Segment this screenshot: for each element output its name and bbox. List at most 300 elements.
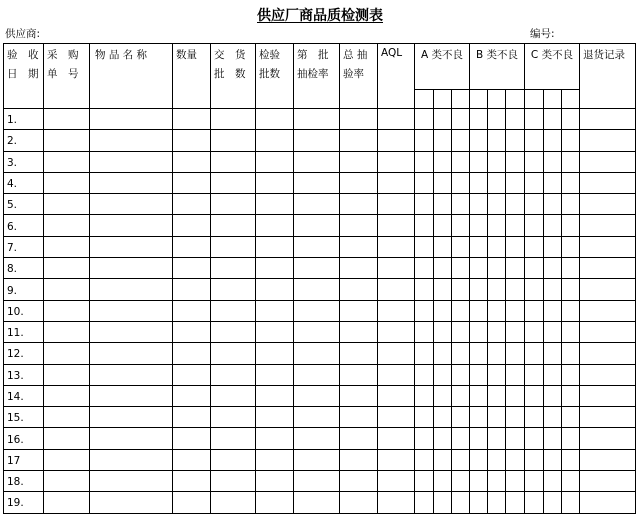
- table-cell[interactable]: [562, 172, 580, 193]
- table-cell[interactable]: [340, 343, 378, 364]
- table-cell[interactable]: [580, 300, 636, 321]
- table-cell[interactable]: [415, 300, 434, 321]
- table-cell[interactable]: [294, 364, 340, 385]
- table-cell[interactable]: [580, 492, 636, 513]
- table-cell[interactable]: [90, 343, 173, 364]
- table-cell[interactable]: [544, 471, 562, 492]
- table-cell[interactable]: [434, 258, 452, 279]
- table-cell[interactable]: [470, 215, 488, 236]
- table-cell[interactable]: [434, 364, 452, 385]
- table-cell[interactable]: [378, 449, 415, 470]
- table-cell[interactable]: [211, 258, 256, 279]
- table-cell[interactable]: [173, 109, 211, 130]
- table-cell[interactable]: [340, 258, 378, 279]
- table-cell[interactable]: [256, 109, 294, 130]
- table-cell[interactable]: [506, 194, 525, 215]
- table-cell[interactable]: [378, 172, 415, 193]
- table-cell[interactable]: [525, 130, 544, 151]
- table-cell[interactable]: [544, 385, 562, 406]
- table-cell[interactable]: [525, 428, 544, 449]
- table-cell[interactable]: [544, 300, 562, 321]
- table-cell[interactable]: [488, 279, 506, 300]
- table-cell[interactable]: [340, 194, 378, 215]
- table-cell[interactable]: [506, 258, 525, 279]
- table-cell[interactable]: [44, 130, 90, 151]
- table-cell[interactable]: [415, 215, 434, 236]
- table-cell[interactable]: [378, 279, 415, 300]
- table-cell[interactable]: [470, 109, 488, 130]
- table-cell[interactable]: [580, 364, 636, 385]
- table-cell[interactable]: [580, 321, 636, 342]
- table-cell[interactable]: [562, 130, 580, 151]
- table-cell[interactable]: [488, 109, 506, 130]
- table-cell[interactable]: [256, 215, 294, 236]
- table-cell[interactable]: [256, 258, 294, 279]
- table-cell[interactable]: [211, 130, 256, 151]
- table-cell[interactable]: [562, 492, 580, 513]
- table-cell[interactable]: [452, 385, 470, 406]
- table-cell[interactable]: [173, 151, 211, 172]
- table-cell[interactable]: [90, 471, 173, 492]
- table-cell[interactable]: [562, 151, 580, 172]
- table-cell[interactable]: [506, 236, 525, 257]
- table-cell[interactable]: [378, 300, 415, 321]
- table-cell[interactable]: [525, 194, 544, 215]
- table-cell[interactable]: [434, 130, 452, 151]
- table-cell[interactable]: [256, 300, 294, 321]
- table-cell[interactable]: [256, 364, 294, 385]
- table-cell[interactable]: [90, 385, 173, 406]
- table-cell[interactable]: [378, 109, 415, 130]
- table-cell[interactable]: [562, 194, 580, 215]
- table-cell[interactable]: [173, 130, 211, 151]
- table-cell[interactable]: [580, 279, 636, 300]
- table-cell[interactable]: [90, 151, 173, 172]
- table-cell[interactable]: [294, 258, 340, 279]
- table-cell[interactable]: [90, 236, 173, 257]
- table-cell[interactable]: [506, 407, 525, 428]
- table-cell[interactable]: [294, 236, 340, 257]
- table-cell[interactable]: [544, 492, 562, 513]
- table-cell[interactable]: [173, 385, 211, 406]
- table-cell[interactable]: [211, 407, 256, 428]
- table-cell[interactable]: [580, 428, 636, 449]
- table-cell[interactable]: [44, 258, 90, 279]
- table-cell[interactable]: [173, 258, 211, 279]
- table-cell[interactable]: [415, 151, 434, 172]
- table-cell[interactable]: [434, 385, 452, 406]
- table-cell[interactable]: [256, 236, 294, 257]
- table-cell[interactable]: [378, 215, 415, 236]
- table-cell[interactable]: [434, 279, 452, 300]
- table-cell[interactable]: [506, 449, 525, 470]
- table-cell[interactable]: [90, 321, 173, 342]
- table-cell[interactable]: [415, 258, 434, 279]
- table-cell[interactable]: [488, 428, 506, 449]
- table-cell[interactable]: [470, 407, 488, 428]
- table-cell[interactable]: [44, 385, 90, 406]
- table-cell[interactable]: [378, 258, 415, 279]
- table-cell[interactable]: [434, 172, 452, 193]
- table-cell[interactable]: [173, 215, 211, 236]
- table-cell[interactable]: [470, 364, 488, 385]
- table-cell[interactable]: [173, 492, 211, 513]
- table-cell[interactable]: [340, 449, 378, 470]
- table-cell[interactable]: [173, 407, 211, 428]
- table-cell[interactable]: [544, 407, 562, 428]
- table-cell[interactable]: [525, 300, 544, 321]
- table-cell[interactable]: [44, 300, 90, 321]
- table-cell[interactable]: [434, 343, 452, 364]
- table-cell[interactable]: [544, 130, 562, 151]
- table-cell[interactable]: [211, 194, 256, 215]
- table-cell[interactable]: [544, 321, 562, 342]
- table-cell[interactable]: [452, 130, 470, 151]
- table-cell[interactable]: [378, 428, 415, 449]
- table-cell[interactable]: [488, 492, 506, 513]
- table-cell[interactable]: [173, 172, 211, 193]
- table-cell[interactable]: [488, 172, 506, 193]
- table-cell[interactable]: [415, 109, 434, 130]
- table-cell[interactable]: [525, 407, 544, 428]
- table-cell[interactable]: [525, 236, 544, 257]
- table-cell[interactable]: [256, 428, 294, 449]
- table-cell[interactable]: [452, 364, 470, 385]
- table-cell[interactable]: [452, 471, 470, 492]
- table-cell[interactable]: [544, 172, 562, 193]
- table-cell[interactable]: [544, 151, 562, 172]
- table-cell[interactable]: [211, 151, 256, 172]
- table-cell[interactable]: [340, 407, 378, 428]
- table-cell[interactable]: [173, 236, 211, 257]
- table-cell[interactable]: [340, 236, 378, 257]
- table-cell[interactable]: [525, 258, 544, 279]
- table-cell[interactable]: [580, 109, 636, 130]
- table-cell[interactable]: [294, 172, 340, 193]
- table-cell[interactable]: [525, 279, 544, 300]
- table-cell[interactable]: [580, 236, 636, 257]
- table-cell[interactable]: [415, 279, 434, 300]
- table-cell[interactable]: [488, 471, 506, 492]
- table-cell[interactable]: [580, 130, 636, 151]
- table-cell[interactable]: [562, 407, 580, 428]
- table-cell[interactable]: [488, 130, 506, 151]
- table-cell[interactable]: [340, 215, 378, 236]
- table-cell[interactable]: [378, 343, 415, 364]
- table-cell[interactable]: [544, 343, 562, 364]
- table-cell[interactable]: [256, 407, 294, 428]
- table-cell[interactable]: [470, 343, 488, 364]
- table-cell[interactable]: [256, 385, 294, 406]
- table-cell[interactable]: [173, 321, 211, 342]
- table-cell[interactable]: [173, 364, 211, 385]
- table-cell[interactable]: [294, 471, 340, 492]
- table-cell[interactable]: [434, 492, 452, 513]
- table-cell[interactable]: [544, 258, 562, 279]
- table-cell[interactable]: [44, 471, 90, 492]
- table-cell[interactable]: [580, 343, 636, 364]
- table-cell[interactable]: [378, 194, 415, 215]
- table-cell[interactable]: [488, 236, 506, 257]
- table-cell[interactable]: [173, 194, 211, 215]
- table-cell[interactable]: [544, 428, 562, 449]
- table-cell[interactable]: [378, 364, 415, 385]
- table-cell[interactable]: [211, 385, 256, 406]
- table-cell[interactable]: [452, 194, 470, 215]
- table-cell[interactable]: [294, 343, 340, 364]
- table-cell[interactable]: [525, 471, 544, 492]
- table-cell[interactable]: [211, 300, 256, 321]
- table-cell[interactable]: [525, 215, 544, 236]
- table-cell[interactable]: [378, 151, 415, 172]
- table-cell[interactable]: [211, 321, 256, 342]
- table-cell[interactable]: [173, 471, 211, 492]
- table-cell[interactable]: [562, 258, 580, 279]
- table-cell[interactable]: [340, 172, 378, 193]
- table-cell[interactable]: [415, 449, 434, 470]
- table-cell[interactable]: [173, 343, 211, 364]
- table-cell[interactable]: [525, 321, 544, 342]
- table-cell[interactable]: [211, 343, 256, 364]
- table-cell[interactable]: [340, 109, 378, 130]
- table-cell[interactable]: [90, 449, 173, 470]
- table-cell[interactable]: [434, 109, 452, 130]
- table-cell[interactable]: [90, 300, 173, 321]
- table-cell[interactable]: [562, 449, 580, 470]
- table-cell[interactable]: [580, 385, 636, 406]
- table-cell[interactable]: [580, 449, 636, 470]
- table-cell[interactable]: [44, 407, 90, 428]
- table-cell[interactable]: [294, 321, 340, 342]
- table-cell[interactable]: [294, 300, 340, 321]
- table-cell[interactable]: [378, 130, 415, 151]
- table-cell[interactable]: [434, 194, 452, 215]
- table-cell[interactable]: [562, 109, 580, 130]
- table-cell[interactable]: [90, 364, 173, 385]
- table-cell[interactable]: [211, 236, 256, 257]
- table-cell[interactable]: [434, 300, 452, 321]
- table-cell[interactable]: [415, 130, 434, 151]
- table-cell[interactable]: [506, 151, 525, 172]
- table-cell[interactable]: [525, 385, 544, 406]
- table-cell[interactable]: [256, 172, 294, 193]
- table-cell[interactable]: [562, 385, 580, 406]
- table-cell[interactable]: [470, 172, 488, 193]
- table-cell[interactable]: [470, 194, 488, 215]
- table-cell[interactable]: [562, 279, 580, 300]
- table-cell[interactable]: [470, 151, 488, 172]
- table-cell[interactable]: [415, 321, 434, 342]
- table-cell[interactable]: [470, 449, 488, 470]
- table-cell[interactable]: [294, 449, 340, 470]
- table-cell[interactable]: [562, 300, 580, 321]
- table-cell[interactable]: [580, 258, 636, 279]
- table-cell[interactable]: [173, 449, 211, 470]
- table-cell[interactable]: [488, 385, 506, 406]
- table-cell[interactable]: [470, 300, 488, 321]
- table-cell[interactable]: [211, 279, 256, 300]
- table-cell[interactable]: [488, 407, 506, 428]
- table-cell[interactable]: [90, 428, 173, 449]
- table-cell[interactable]: [340, 428, 378, 449]
- table-cell[interactable]: [90, 407, 173, 428]
- table-cell[interactable]: [173, 428, 211, 449]
- table-cell[interactable]: [452, 109, 470, 130]
- table-cell[interactable]: [506, 109, 525, 130]
- table-cell[interactable]: [562, 343, 580, 364]
- table-cell[interactable]: [173, 300, 211, 321]
- table-cell[interactable]: [90, 130, 173, 151]
- table-cell[interactable]: [506, 471, 525, 492]
- table-cell[interactable]: [44, 279, 90, 300]
- table-cell[interactable]: [90, 492, 173, 513]
- table-cell[interactable]: [415, 236, 434, 257]
- table-cell[interactable]: [294, 428, 340, 449]
- table-cell[interactable]: [90, 258, 173, 279]
- table-cell[interactable]: [452, 151, 470, 172]
- table-cell[interactable]: [211, 172, 256, 193]
- table-cell[interactable]: [470, 321, 488, 342]
- table-cell[interactable]: [562, 364, 580, 385]
- table-cell[interactable]: [470, 471, 488, 492]
- table-cell[interactable]: [256, 321, 294, 342]
- table-cell[interactable]: [294, 109, 340, 130]
- table-cell[interactable]: [506, 321, 525, 342]
- table-cell[interactable]: [434, 449, 452, 470]
- table-cell[interactable]: [44, 151, 90, 172]
- table-cell[interactable]: [256, 449, 294, 470]
- table-cell[interactable]: [562, 428, 580, 449]
- table-cell[interactable]: [452, 236, 470, 257]
- table-cell[interactable]: [488, 194, 506, 215]
- table-cell[interactable]: [44, 194, 90, 215]
- table-cell[interactable]: [256, 343, 294, 364]
- table-cell[interactable]: [90, 215, 173, 236]
- table-cell[interactable]: [44, 321, 90, 342]
- table-cell[interactable]: [44, 172, 90, 193]
- table-cell[interactable]: [506, 130, 525, 151]
- table-cell[interactable]: [544, 109, 562, 130]
- table-cell[interactable]: [44, 343, 90, 364]
- table-cell[interactable]: [488, 343, 506, 364]
- table-cell[interactable]: [452, 449, 470, 470]
- table-cell[interactable]: [44, 109, 90, 130]
- table-cell[interactable]: [340, 130, 378, 151]
- table-cell[interactable]: [488, 300, 506, 321]
- table-cell[interactable]: [452, 279, 470, 300]
- table-cell[interactable]: [488, 258, 506, 279]
- table-cell[interactable]: [294, 279, 340, 300]
- table-cell[interactable]: [378, 321, 415, 342]
- table-cell[interactable]: [340, 279, 378, 300]
- table-cell[interactable]: [544, 194, 562, 215]
- table-cell[interactable]: [44, 236, 90, 257]
- table-cell[interactable]: [506, 385, 525, 406]
- table-cell[interactable]: [294, 385, 340, 406]
- table-cell[interactable]: [173, 279, 211, 300]
- table-cell[interactable]: [452, 343, 470, 364]
- table-cell[interactable]: [434, 151, 452, 172]
- table-cell[interactable]: [506, 364, 525, 385]
- table-cell[interactable]: [506, 428, 525, 449]
- table-cell[interactable]: [470, 492, 488, 513]
- table-cell[interactable]: [340, 151, 378, 172]
- table-cell[interactable]: [525, 492, 544, 513]
- table-cell[interactable]: [434, 407, 452, 428]
- table-cell[interactable]: [452, 492, 470, 513]
- table-cell[interactable]: [415, 194, 434, 215]
- table-cell[interactable]: [488, 364, 506, 385]
- table-cell[interactable]: [256, 279, 294, 300]
- table-cell[interactable]: [340, 364, 378, 385]
- table-cell[interactable]: [211, 109, 256, 130]
- table-cell[interactable]: [506, 300, 525, 321]
- table-cell[interactable]: [562, 236, 580, 257]
- table-cell[interactable]: [415, 385, 434, 406]
- table-cell[interactable]: [506, 492, 525, 513]
- table-cell[interactable]: [544, 236, 562, 257]
- table-cell[interactable]: [470, 236, 488, 257]
- table-cell[interactable]: [580, 194, 636, 215]
- table-cell[interactable]: [90, 172, 173, 193]
- table-cell[interactable]: [415, 364, 434, 385]
- table-cell[interactable]: [452, 172, 470, 193]
- table-cell[interactable]: [525, 151, 544, 172]
- table-cell[interactable]: [378, 471, 415, 492]
- table-cell[interactable]: [256, 130, 294, 151]
- table-cell[interactable]: [211, 471, 256, 492]
- table-cell[interactable]: [525, 449, 544, 470]
- table-cell[interactable]: [506, 172, 525, 193]
- table-cell[interactable]: [580, 407, 636, 428]
- table-cell[interactable]: [580, 471, 636, 492]
- table-cell[interactable]: [378, 236, 415, 257]
- table-cell[interactable]: [294, 194, 340, 215]
- table-cell[interactable]: [580, 215, 636, 236]
- table-cell[interactable]: [294, 407, 340, 428]
- table-cell[interactable]: [90, 194, 173, 215]
- table-cell[interactable]: [256, 151, 294, 172]
- table-cell[interactable]: [44, 364, 90, 385]
- table-cell[interactable]: [470, 385, 488, 406]
- table-cell[interactable]: [488, 151, 506, 172]
- table-cell[interactable]: [525, 109, 544, 130]
- table-cell[interactable]: [378, 385, 415, 406]
- table-cell[interactable]: [340, 492, 378, 513]
- table-cell[interactable]: [562, 471, 580, 492]
- table-cell[interactable]: [294, 130, 340, 151]
- table-cell[interactable]: [434, 428, 452, 449]
- table-cell[interactable]: [44, 215, 90, 236]
- table-cell[interactable]: [470, 130, 488, 151]
- table-cell[interactable]: [415, 172, 434, 193]
- table-cell[interactable]: [562, 321, 580, 342]
- table-cell[interactable]: [506, 279, 525, 300]
- table-cell[interactable]: [525, 364, 544, 385]
- table-cell[interactable]: [256, 492, 294, 513]
- table-cell[interactable]: [294, 215, 340, 236]
- table-cell[interactable]: [452, 428, 470, 449]
- table-cell[interactable]: [340, 321, 378, 342]
- table-cell[interactable]: [452, 300, 470, 321]
- table-cell[interactable]: [211, 215, 256, 236]
- table-cell[interactable]: [340, 471, 378, 492]
- table-cell[interactable]: [294, 151, 340, 172]
- table-cell[interactable]: [378, 407, 415, 428]
- table-cell[interactable]: [294, 492, 340, 513]
- table-cell[interactable]: [434, 236, 452, 257]
- table-cell[interactable]: [211, 428, 256, 449]
